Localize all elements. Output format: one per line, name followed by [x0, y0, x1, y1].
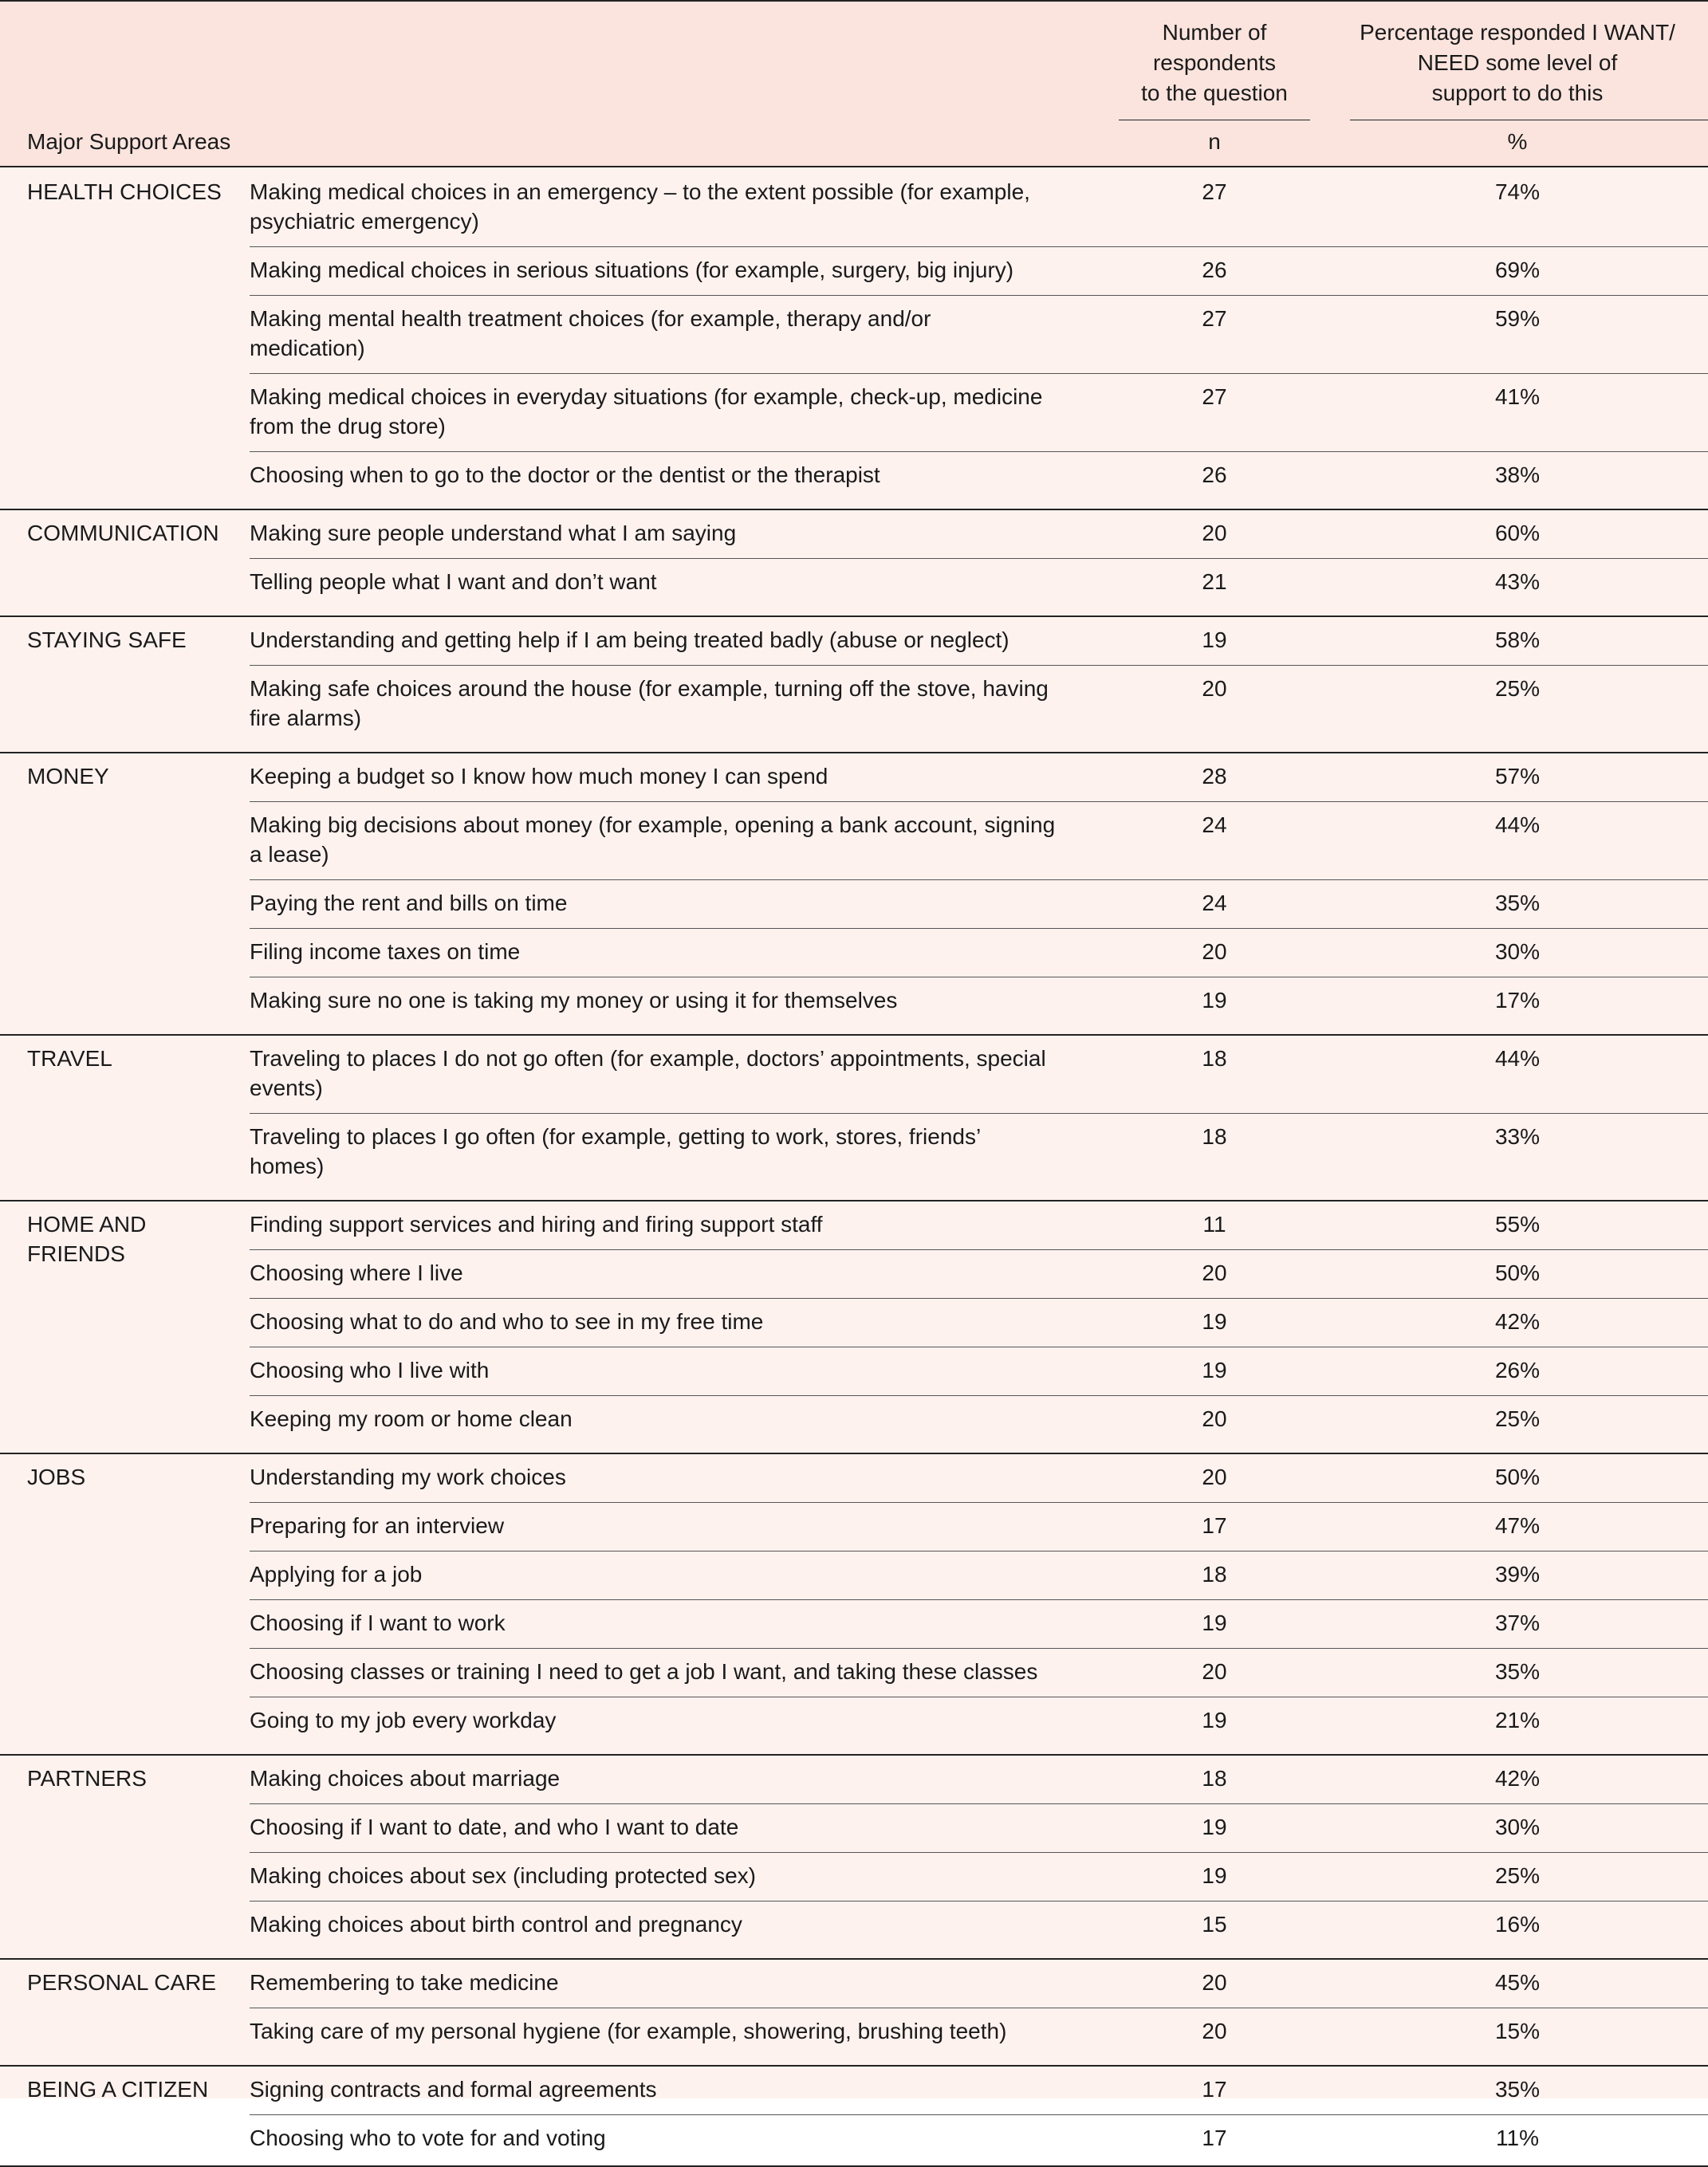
table-row-item: Keeping my room or home clean	[250, 1406, 573, 1431]
table-row-n: 27	[1202, 179, 1227, 204]
category-label: HOME AND FRIENDS	[27, 1212, 147, 1266]
table-row-pct: 39%	[1494, 1562, 1541, 1587]
row-divider	[250, 879, 1708, 880]
table-row-item: Traveling to places I do not go often (for example, doctors’ appointments, special events)	[250, 1046, 1046, 1100]
table-header	[0, 0, 1708, 167]
table-row-item: Filing income taxes on time	[250, 939, 521, 964]
table-row-n: 28	[1202, 764, 1227, 789]
table-row-n: 20	[1202, 1659, 1227, 1684]
group-divider	[0, 752, 1708, 753]
table-row-n: 19	[1202, 1815, 1227, 1839]
table-row-n: 20	[1202, 521, 1227, 545]
table-row-n: 20	[1202, 676, 1227, 701]
header-percentage-responded: Percentage responded I WANT/ NEED some level of support to do this	[1360, 20, 1675, 105]
table-row-item: Remembering to take medicine	[250, 1970, 559, 1995]
table-row-pct: 35%	[1494, 2077, 1541, 2102]
category-label: PERSONAL CARE	[27, 1970, 217, 1995]
table-row-item: Making choices about birth control and pregnancy	[250, 1912, 742, 1937]
table-row-item: Making sure no one is taking my money or using it for themselves	[250, 988, 898, 1013]
group-divider	[0, 1754, 1708, 1756]
category-label: COMMUNICATION	[27, 521, 219, 545]
table-row-item: Applying for a job	[250, 1562, 423, 1587]
table-row-item: Making medical choices in serious situations (for example, surgery, big injury)	[250, 258, 1014, 282]
table-row-n: 19	[1202, 1863, 1227, 1888]
table-row-pct: 44%	[1494, 1046, 1541, 1071]
table-row-pct: 41%	[1494, 384, 1541, 409]
table-row-pct: 30%	[1494, 1815, 1541, 1839]
table-row-item: Keeping a budget so I know how much money I can spend	[250, 764, 828, 789]
table-row-item: Choosing when to go to the doctor or the dentist or the therapist	[250, 462, 880, 487]
category-label: STAYING SAFE	[27, 627, 187, 652]
row-divider	[250, 1249, 1708, 1250]
table-row-n: 20	[1202, 1406, 1227, 1431]
table-row-pct: 43%	[1494, 569, 1541, 594]
table-row-item: Traveling to places I go often (for example, getting to work, stores, friends’ homes)	[250, 1124, 982, 1178]
table-row-pct: 11%	[1496, 2126, 1539, 2150]
table-row-pct: 35%	[1494, 1659, 1541, 1684]
row-divider	[250, 1648, 1708, 1649]
group-divider	[0, 2065, 1708, 2067]
table-row-item: Making choices about sex (including protected sex)	[250, 1863, 757, 1888]
category-label: PARTNERS	[27, 1766, 147, 1791]
row-divider	[250, 373, 1708, 374]
table-row-n: 17	[1202, 2077, 1227, 2102]
table-row-pct: 16%	[1494, 1912, 1541, 1937]
header-major-support-areas: Major Support Areas	[27, 129, 231, 154]
table-row-n: 24	[1202, 812, 1227, 837]
table-row-item: Choosing if I want to date, and who I want to date	[250, 1815, 739, 1839]
row-divider	[250, 558, 1708, 559]
group-divider	[0, 1034, 1708, 1036]
table-row-item: Choosing what to do and who to see in my free time	[250, 1309, 764, 1334]
table-row-pct: 57%	[1494, 764, 1541, 789]
category-label: HEALTH CHOICES	[27, 179, 222, 204]
category-label: TRAVEL	[27, 1046, 112, 1071]
row-divider	[250, 801, 1708, 802]
table-row-item: Making safe choices around the house (for example, turning off the stove, having fire alarms)	[250, 676, 1049, 730]
table-row-n: 20	[1202, 2019, 1227, 2043]
table-row-pct: 26%	[1494, 1358, 1541, 1382]
row-divider	[250, 1852, 1708, 1853]
table-row-n: 27	[1202, 384, 1227, 409]
row-divider	[250, 1502, 1708, 1503]
table-row-pct: 25%	[1494, 1863, 1541, 1888]
table-row-pct: 42%	[1494, 1309, 1541, 1334]
row-divider	[250, 295, 1708, 296]
table-row-pct: 37%	[1494, 1611, 1541, 1635]
table-row-n: 21	[1202, 569, 1227, 594]
table-row-item: Understanding and getting help if I am being treated badly (abuse or neglect)	[250, 627, 1009, 652]
table-row-n: 20	[1202, 939, 1227, 964]
group-divider	[0, 1453, 1708, 1454]
row-divider	[250, 665, 1708, 666]
table-row-n: 17	[1202, 1513, 1227, 1538]
table-row-n: 19	[1202, 988, 1227, 1013]
table-row-pct: 59%	[1494, 306, 1541, 331]
table-row-item: Making medical choices in everyday situations (for example, check-up, medicine from the drug store)	[250, 384, 1043, 439]
row-divider	[250, 451, 1708, 452]
table-row-pct: 33%	[1494, 1124, 1541, 1149]
table-row-pct: 55%	[1494, 1212, 1541, 1237]
table-row-pct: 30%	[1494, 939, 1541, 964]
table-row-pct: 44%	[1494, 812, 1541, 837]
table-row-n: 19	[1202, 627, 1227, 652]
table-row-item: Making sure people understand what I am saying	[250, 521, 737, 545]
table-row-n: 20	[1202, 1465, 1227, 1489]
table-row-n: 18	[1202, 1766, 1227, 1791]
table-row-item: Making medical choices in an emergency – to the extent possible (for example, psychiatric emergency)	[250, 179, 1030, 234]
row-divider	[250, 1395, 1708, 1396]
table-row-pct: 50%	[1494, 1260, 1541, 1285]
table-row-n: 18	[1202, 1046, 1227, 1071]
group-divider	[0, 1958, 1708, 1960]
table-row-pct: 45%	[1494, 1970, 1541, 1995]
table-row-item: Choosing who I live with	[250, 1358, 490, 1382]
table-row-pct: 15%	[1494, 2019, 1541, 2043]
table-row-item: Choosing if I want to work	[250, 1611, 506, 1635]
row-divider	[250, 2114, 1708, 2115]
table-row-item: Choosing where I live	[250, 1260, 463, 1285]
table-row-n: 19	[1202, 1708, 1227, 1732]
category-label: BEING A CITIZEN	[27, 2077, 209, 2102]
table-row-n: 18	[1202, 1562, 1227, 1587]
table-row-item: Choosing who to vote for and voting	[250, 2126, 606, 2150]
row-divider	[250, 246, 1708, 247]
category-label: JOBS	[27, 1465, 86, 1489]
table-row-pct: 60%	[1494, 521, 1541, 545]
table-row-pct: 47%	[1494, 1513, 1541, 1538]
row-divider	[250, 1599, 1708, 1600]
table-row-n: 19	[1202, 1611, 1227, 1635]
row-divider	[250, 1551, 1708, 1552]
row-divider	[250, 1113, 1708, 1114]
table-row-item: Choosing classes or training I need to get a job I want, and taking these classes	[250, 1659, 1038, 1684]
table-row-pct: 21%	[1494, 1708, 1541, 1732]
row-divider	[250, 1901, 1708, 1902]
table-row-n: 20	[1202, 1260, 1227, 1285]
row-divider	[250, 928, 1708, 929]
table-row-n: 26	[1202, 462, 1227, 487]
group-divider	[0, 615, 1708, 617]
table-row-n: 20	[1202, 1970, 1227, 1995]
table-row-pct: 50%	[1494, 1465, 1541, 1489]
group-divider	[0, 509, 1708, 510]
table-row-n: 18	[1202, 1124, 1227, 1149]
table-row-n: 17	[1202, 2126, 1227, 2150]
table-row-item: Signing contracts and formal agreements	[250, 2077, 657, 2102]
category-label: MONEY	[27, 764, 109, 789]
table-row-pct: 58%	[1494, 627, 1541, 652]
table-row-n: 24	[1202, 891, 1227, 915]
table-row-pct: 17%	[1494, 988, 1541, 1013]
table-row-n: 19	[1202, 1358, 1227, 1382]
table-row-n: 26	[1202, 258, 1227, 282]
table-row-item: Making mental health treatment choices (for example, therapy and/or medication)	[250, 306, 931, 360]
table-row-n: 15	[1202, 1912, 1227, 1937]
table-row-item: Making choices about marriage	[250, 1766, 561, 1791]
row-divider	[250, 1298, 1708, 1299]
header-pct-label: %	[1507, 129, 1528, 154]
table-row-pct: 25%	[1494, 1406, 1541, 1431]
table-row-item: Understanding my work choices	[250, 1465, 566, 1489]
row-divider	[250, 1803, 1708, 1804]
table-row-item: Preparing for an interview	[250, 1513, 505, 1538]
table-row-item: Finding support services and hiring and firing support staff	[250, 1212, 823, 1237]
table-row-n: 11	[1202, 1212, 1226, 1237]
table-row-item: Paying the rent and bills on time	[250, 891, 568, 915]
header-number-of-respondents: Number of respondents to the question	[1141, 20, 1288, 105]
table-row-pct: 25%	[1494, 676, 1541, 701]
table-row-n: 19	[1202, 1309, 1227, 1334]
table-row-pct: 69%	[1494, 258, 1541, 282]
table-row-pct: 74%	[1494, 179, 1541, 204]
table-row-item: Going to my job every workday	[250, 1708, 557, 1732]
table-row-n: 27	[1202, 306, 1227, 331]
table-row-pct: 38%	[1494, 462, 1541, 487]
group-divider	[0, 1200, 1708, 1201]
table-row-item: Telling people what I want and don’t want	[250, 569, 657, 594]
header-n-label: n	[1208, 129, 1221, 154]
table-row-item: Taking care of my personal hygiene (for example, showering, brushing teeth)	[250, 2019, 1007, 2043]
table-row-pct: 42%	[1494, 1766, 1541, 1791]
table-row-pct: 35%	[1494, 891, 1541, 915]
table-row-item: Making big decisions about money (for example, opening a bank account, signing a lease)	[250, 812, 1056, 867]
